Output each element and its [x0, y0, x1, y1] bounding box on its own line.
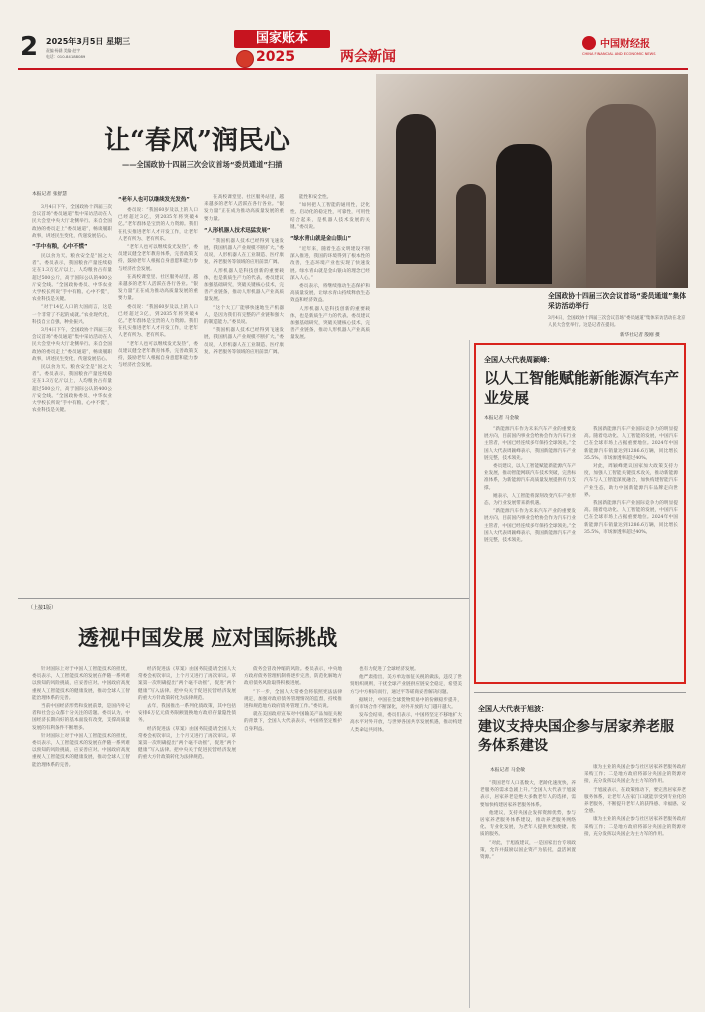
paragraph: 3月4日下午，全国政协十四届三次会议首场“委员通道”集中采访活动在人民大会堂中央大厅北侧举行。来自全国政协的委员走上“委员通道”，畅谈履职故事，讲述民生变化，传递发展信心。	[32, 328, 112, 362]
photo-caption-title: 全国政协十四届三次会议首场“委员通道”集体采访活动举行	[548, 292, 687, 310]
paragraph: “我国机器人技术已经得到飞速发展，我国机器人产业规模不断扩大。”委员说，人形机器人在工业制造、医疗康复、养老服务等领域的应用前景广阔。	[204, 238, 284, 266]
paragraph: 于旭波表示，在政策推动下，要完善居家养老服务体系，让老年人在家门口就能享受到专业化的养老服务，不断提升老年人的获得感、幸福感、安全感。	[584, 787, 686, 815]
paragraph: 人形机器人是科技创新的重要载体，也是新质生产力的代表。委员建议加强基础研究，突破关键核心技术，完善产业链条，推动人形机器人产业高质量发展。	[204, 268, 284, 303]
subheading: “手中有粮，心中不慌”	[32, 244, 88, 251]
paragraph: 去年，我国推出一系列化债政策，其中包括安排6万亿元债务限额置换地方政府存量隐性债务。	[138, 704, 236, 724]
paragraph: “对此，于旭波建议，一是国家出台专项政策，允许并鼓励以国企资产为依托，盘活闲置资源。”	[480, 840, 576, 861]
featured-column-2	[584, 426, 678, 676]
second-title: 建议支持央国企参与居家养老服务体系建设	[478, 719, 674, 754]
special-emblem-icon	[236, 50, 254, 68]
bottom-title: 透视中国发展 应对国际挑战	[78, 626, 338, 650]
paragraph: 委员说：“我国60岁及以上的人口已经超过3亿，到2035年将突破4亿。”老年群体是宝贵的人力资源。我们在扎实推进老年人才开发工作，让老年人老有所为、老有所乐。	[118, 208, 198, 242]
paragraph: 委员表示，将继续推动生态保护和高质量发展，让绿水青山持续释放生态效益和经济效益。	[290, 284, 370, 304]
paragraph: “这个大工厂能够快速地生产机器人，是因为我们有完整的产业链和强大的制造能力。”委员说。	[204, 305, 284, 326]
paragraph: 发布会结束，委员们表示，中国将坚定不移地扩大高水平对外开放，与世界各国共享发展机遇，推动构建人类命运共同体。	[350, 713, 462, 733]
lead-column-1	[32, 204, 112, 584]
bottom-column-3	[244, 666, 342, 1006]
paragraph: 他建议，支持央国企发挥资源优势，参与居家养老服务体系建设，推动养老服务网络化、专业化发展，为老年人提供更加便捷、优质的服务。	[480, 810, 576, 838]
page-number: 2	[20, 32, 39, 62]
subheading: “人形机器人技术迅猛发展”	[204, 227, 271, 234]
issue-date: 2025年3月5日 星期三	[46, 37, 131, 46]
second-byline: 本报记者 马金敏	[490, 768, 526, 773]
paragraph: 民以食为天。粮食安全是“国之大者”。委员表示，我国粮食产量连续稳定在1.3万亿斤以上，人均粮食占有量超过500公斤，高于国际公认的400公斤安全线。“全国政协委员、中华农业大学校长所说“手中有粮、心中不慌”，农业科技是关键。	[32, 365, 112, 414]
featured-kicker: 全国人大代表周颖峰：	[484, 356, 554, 364]
paragraph: 康为主业的央国企参与社区居家养老服务政府采购工作；二是地方政府将部分央国企的资源对接，充分发挥以央国企为主力军的作用。	[584, 817, 686, 837]
lead-byline: 本报记者 张舒慧	[32, 192, 68, 197]
bottom-page-ref: （上接1版）	[28, 605, 57, 611]
paragraph: 她表示，人工智能将深刻改变汽车产业形态，为行业发展带来新机遇。	[484, 493, 576, 507]
paragraph: 对此，周颖峰建议国家加大政策支持力度，加强人工智能关键技术攻关，推动新能源汽车与人工智能深度融合，加快构建智能汽车产业生态，助力中国新能源汽车品牌走向世界。	[584, 464, 678, 498]
paragraph: 3月4日下午，全国政协十四届三次会议首场“委员通道”集中采访活动在人民大会堂中央大厅北侧举行。来自全国政协的委员走上“委员通道”，畅谈履职故事，讲述民生变化，传递发展信心。	[32, 205, 112, 239]
special-logo-year: 2025	[256, 49, 295, 65]
paper-name-en: CHINA FINANCIAL AND ECONOMIC NEWS	[582, 52, 656, 56]
photo-credit: 新华社记者 殷刚 摄	[620, 333, 660, 338]
paragraph: “新能源汽车作为未来汽车产业的重要发展方向，目前国内事业会给协会作为汽车行业主管者，中国已经连续多年保持全球领先。”全国人大代表周颖峰表示，我国新能源汽车产业链完整，技术领先。	[484, 509, 576, 544]
lead-column-4	[290, 194, 370, 584]
photo-figure-d	[456, 184, 486, 284]
second-column-1	[480, 780, 576, 1006]
featured-title: 以人工智能赋能新能源汽车产业发展	[484, 369, 680, 407]
paragraph: “我国机器人技术已经得到飞速发展，我国机器人产业规模不断扩大。”委员说，人形机器人在工业制造、医疗康复、养老服务等领域的应用前景广阔。	[204, 328, 284, 355]
paragraph: 经济促进法《草案》由国务院提请全国人大常委会初次审议，上个月又进行了再次审议。草案第一次明确提出“两个毫不动摇”，促进“两个健康”写入法律。把中央关于促进民营经济发展的重大方针政策转化为法律规范。	[138, 726, 236, 761]
paragraph: 人形机器人是科技创新的重要载体，也是新质生产力的代表。委员建议加强基础研究，突破关键核心技术，完善产业链条，推动人形机器人产业高质量发展。	[290, 306, 370, 341]
lead-title: 让“春风”润民心	[104, 126, 290, 156]
paragraph: 当前中国经济形势和发展前景，是国内外记者和社会公众都十分关注的话题。委员认为，中国经济长期向好的基本面没有改变，支撑高质量发展的有利条件不断增多。	[32, 704, 130, 731]
paragraph: “对于14亿人口的大国而言，这是一个非常了不起的成就。”农业现代化，科技自立自强，种业振兴。	[32, 305, 112, 325]
column-divider	[469, 340, 470, 1008]
paragraph: 我国新能源汽车产业国际竞争力的明显提高。随着电动化、人工智能的发展，中国汽车已在全球市场上占据重要地位。2024年中国新能源汽车销量达到1286.6万辆，同比增长35.5%，市场渗透率超过40%。	[584, 501, 678, 535]
paragraph: 就在美国政府宣布对中国输美产品加征关税的背景下，全国人大代表表示，中国将坚定维护自身利益。	[244, 712, 342, 732]
subheading: “绿水青山就是金山银山”	[290, 236, 351, 243]
lead-subtitle: ——全国政协十四届三次会议首场“委员通道”扫描	[122, 160, 283, 169]
section-divider	[474, 692, 686, 693]
paragraph: 针对国际上对于中国人工智能技术的担忧，委员表示，人工智能技术的发展在伴随一系列难以预知的风险挑战，应妥善应对。中国政府高度重视人工智能技术的健康发展，推动全球人工智能治理体系的完善。	[32, 667, 130, 701]
news-photo	[376, 74, 688, 288]
paragraph: 债务会冒改仲缩的风险。委员表示，中央地方政府债务管理机制将逐步完善，防范化解地方政府债务风险取得积极进展。	[244, 667, 342, 687]
header-rule	[18, 68, 688, 70]
paragraph: 委员建议，以人工智能赋能新能源汽车产业发展，推动智能网联汽车技术突破，完善标准体系，为新能源汽车高质量发展提供有力支撑。	[484, 464, 576, 491]
paper-name: 中国财经报	[600, 39, 650, 50]
special-logo-title: 国家账本	[234, 30, 330, 48]
paragraph: 他严肃指出，美方单边加征关税的做法，违反了世贸组织规则，干扰全球产业链供应链安全稳定，希望美方与中方相向而行，通过平等磋商妥善解决问题。	[350, 675, 462, 695]
bottom-column-4	[350, 666, 462, 1006]
paragraph: “下一步，全国人大常委会将依照宪法法律规定，加强对政府债务管理情况的监督，持续推进和规范地方政府债务管理工作。”委员说。	[244, 689, 342, 710]
paragraph: 据统计，中国在全球货物贸易中的份额稳步提升，新兴市场合作不断深化，对外开放的大门越开越大。	[350, 697, 462, 711]
paragraph: “近年来，随着生态文明建设不断深入推进，我国的环境得到了根本性的改善，生态环境产业也实现了快速发展。绿水青山就是金山银山的理念已经深入人心。”	[290, 247, 370, 281]
lead-column-2	[118, 192, 198, 584]
paragraph: 经济促进法《草案》由国务院提请全国人大常委会初次审议，上个月又进行了再次审议。草案第一次明确提出“两个毫不动摇”，促进“两个健康”写入法律。把中央关于促进民营经济发展的重大方针政策转化为法律规范。	[138, 667, 236, 701]
supervisor-line: 电话：010-84188089	[46, 54, 86, 59]
section-divider	[18, 598, 470, 599]
paragraph: 康为主业的央国企参与社区居家养老服务政府采购工作；二是地方政府将部分央国企的资源对接，充分发挥以央国企为主力军的作用。	[584, 765, 686, 785]
subheading: “老年人也可以继续发光发热”	[118, 197, 190, 203]
paragraph: “我国老年人口基数大，老龄化速度快，养老服务的需求急剧上升。”全国人大代表于旭波表示，居家养老是绝大多数老年人的选择，需要加快构建居家养老服务体系。	[480, 781, 576, 808]
photo-caption-text: 3月4日，全国政协十四届三次会议首场“委员通道”集体采访活动在北京人民大会堂举行。这是记者在提问。	[548, 316, 686, 328]
second-column-2	[584, 764, 686, 1006]
featured-byline: 本报记者 马金敏	[484, 416, 520, 421]
special-logo	[234, 30, 330, 68]
paragraph: 在高校课堂里、社区服务站里，越来越多的老年人活跃在各行各业。“银发力量”正在成为推动高质量发展的重要力量。	[118, 274, 198, 302]
paragraph: 能性和安全性。	[299, 195, 332, 200]
page-header	[0, 0, 705, 72]
paragraph: “老年人也可以继续发光发热”，委员建议健全老年教育体系，完善政策支持，鼓励老年人根据自身意愿和能力参与经济社会发展。	[118, 341, 198, 369]
paragraph: “如何把人工智能的通用性，泛化性、启动化的稳定性，可靠性，可用性结合起来，是机器人技术发展的关键。”委员说。	[290, 203, 370, 230]
bottom-column-1	[32, 666, 130, 1006]
photo-figure-c	[586, 104, 656, 288]
photo-figure-b	[496, 144, 552, 284]
paper-logo-icon	[582, 36, 596, 50]
second-kicker: 全国人大代表于旭波：	[478, 705, 548, 713]
section-title: 两会新闻	[340, 49, 396, 65]
paragraph: “新能源汽车作为未来汽车产业的重要发展方向，目前国内事业会给协会作为汽车行业主管者，中国已经连续多年保持全球领先。”全国人大代表周颖峰表示，我国新能源汽车产业链完整，技术领先。	[484, 427, 576, 461]
paragraph: 也有力促进了全球经济发展。	[359, 667, 419, 672]
paragraph: 委员说：“我国60岁及以上的人口已经超过3亿，到2035年将突破4亿。”老年群体是宝贵的人力资源。我们在扎实推进老年人才开发工作，让老年人老有所为、老有所乐。	[118, 304, 198, 339]
lead-column-3	[204, 194, 284, 584]
paragraph: 我国新能源汽车产业国际竞争力的明显提高。随着电动化、人工智能的发展，中国汽车已在全球市场上占据重要地位。2024年中国新能源汽车销量达到1286.6万辆，同比增长35.5%，市场渗透率超过40%。	[584, 427, 678, 461]
featured-column-1	[484, 426, 576, 676]
editor-line: 责编·杨涵 美编·赵宇	[46, 48, 80, 53]
paragraph: 在高校课堂里、社区服务站里，越来越多的老年人活跃在各行各业。“银发力量”正在成为推动高质量发展的重要力量。	[204, 195, 284, 222]
paragraph: 针对国际上对于中国人工智能技术的担忧，委员表示，人工智能技术的发展在伴随一系列难以预知的风险挑战，应妥善应对。中国政府高度重视人工智能技术的健康发展，推动全球人工智能治理体系的完善。	[32, 733, 130, 768]
paragraph: 民以食为天。粮食安全是“国之大者”。委员表示，我国粮食产量连续稳定在1.3万亿斤以上，人均粮食占有量超过500公斤，高于国际公认的400公斤安全线。“全国政协委员、中华农业大学校长所说“手中有粮、心中不慌”，农业科技是关键。	[32, 254, 112, 303]
paragraph: “老年人也可以继续发光发热”，委员建议健全老年教育体系，完善政策支持，鼓励老年人根据自身意愿和能力参与经济社会发展。	[118, 245, 198, 272]
bottom-column-2	[138, 666, 236, 1006]
photo-figure-a	[396, 114, 436, 264]
